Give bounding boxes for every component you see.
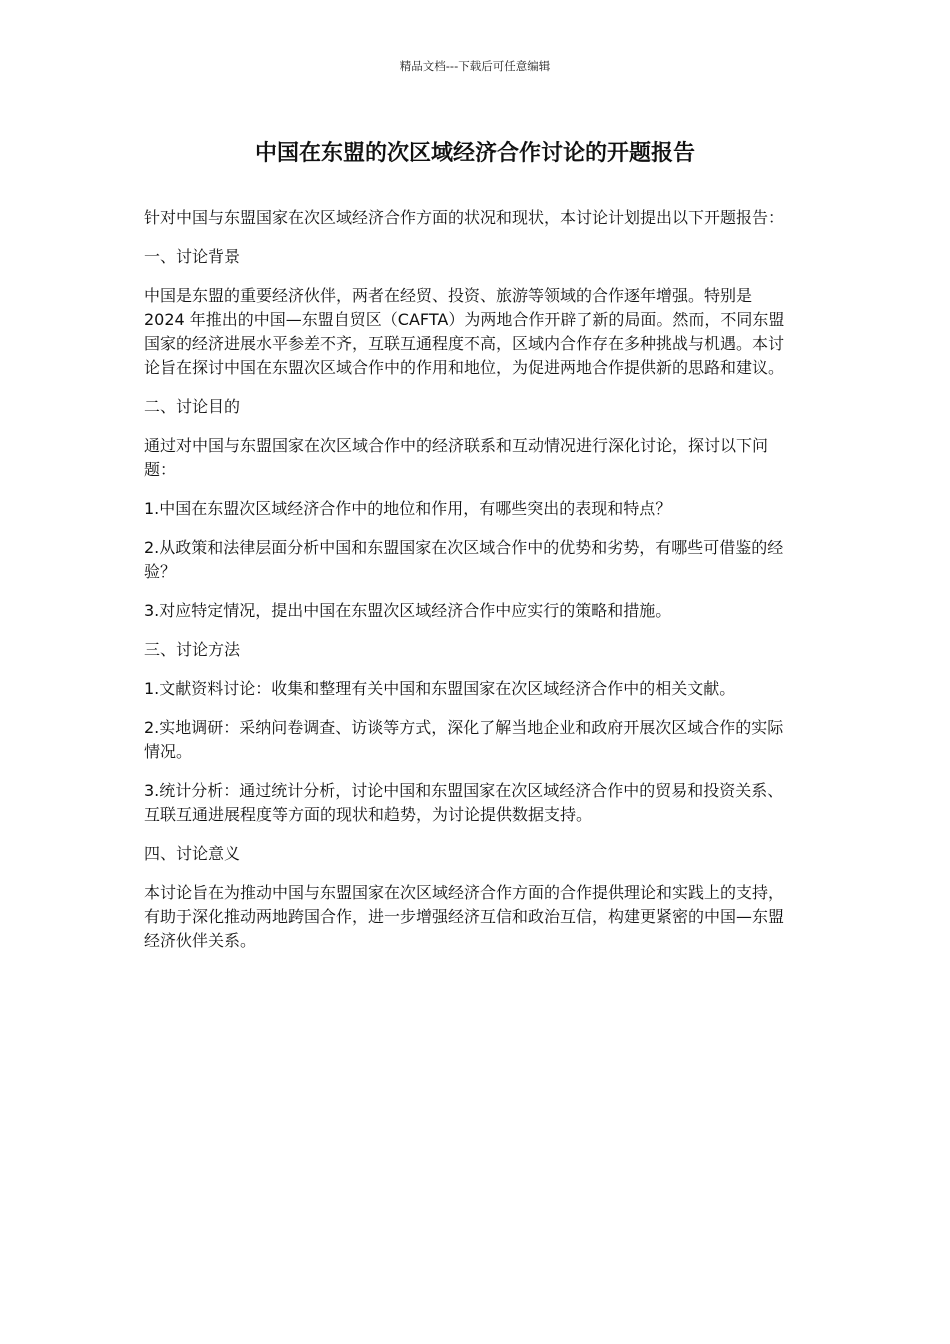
document-body <box>144 206 796 968</box>
intro-paragraph: 针对中国与东盟国家在次区域经济合作方面的状况和现状，本讨论计划提出以下开题报告： <box>144 208 785 227</box>
section-heading-purpose: 二、讨论目的 <box>144 397 241 416</box>
purpose-item-2: 2.从政策和法律层面分析中国和东盟国家在次区域合作中的优势和劣势，有哪些可借鉴的经验？ <box>144 538 784 581</box>
method-item-1: 1.文献资料讨论：收集和整理有关中国和东盟国家在次区域经济合作中的相关文献。 <box>144 679 736 698</box>
method-item-2: 2.实地调研：采纳问卷调查、访谈等方式，深化了解当地企业和政府开展次区域合作的实际情况。 <box>144 718 784 761</box>
purpose-item-1: 1.中国在东盟次区域经济合作中的地位和作用，有哪些突出的表现和特点？ <box>144 499 672 518</box>
purpose-paragraph: 通过对中国与东盟国家在次区域合作中的经济联系和互动情况进行深化讨论，探讨以下问题： <box>144 436 769 479</box>
significance-paragraph: 本讨论旨在为推动中国与东盟国家在次区域经济合作方面的合作提供理论和实践上的支持，有助于深化推动两地跨国合作，进一步增强经济互信和政治互信，构建更紧密的中国—东盟经济伙伴关系。 <box>144 883 785 950</box>
background-paragraph: 中国是东盟的重要经济伙伴，两者在经贸、投资、旅游等领域的合作逐年增强。特别是 2024 年推出的中国—东盟自贸区（CAFTA）为两地合作开辟了新的局面。然而，不同东盟国家的经济进展水平参差不齐，互联互通程度不高，区域内合作存在多种挑战与机遇。本讨论旨在探讨中国在东盟次区域合作中的作用和地位，为促进两地合作提供新的思路和建议。 <box>144 286 785 377</box>
section-heading-method: 三、讨论方法 <box>144 640 241 659</box>
document-title: 中国在东盟的次区域经济合作讨论的开题报告 <box>254 141 695 166</box>
method-item-3: 3.统计分析：通过统计分析，讨论中国和东盟国家在次区域经济合作中的贸易和投资关系、互联互通进展程度等方面的现状和趋势，为讨论提供数据支持。 <box>144 781 784 824</box>
purpose-item-3: 3.对应特定情况，提出中国在东盟次区域经济合作中应实行的策略和措施。 <box>144 601 672 620</box>
section-heading-significance: 四、讨论意义 <box>144 844 241 863</box>
page-header: 精品文档---下载后可任意编辑 <box>399 59 551 73</box>
section-heading-background: 一、讨论背景 <box>144 247 241 266</box>
